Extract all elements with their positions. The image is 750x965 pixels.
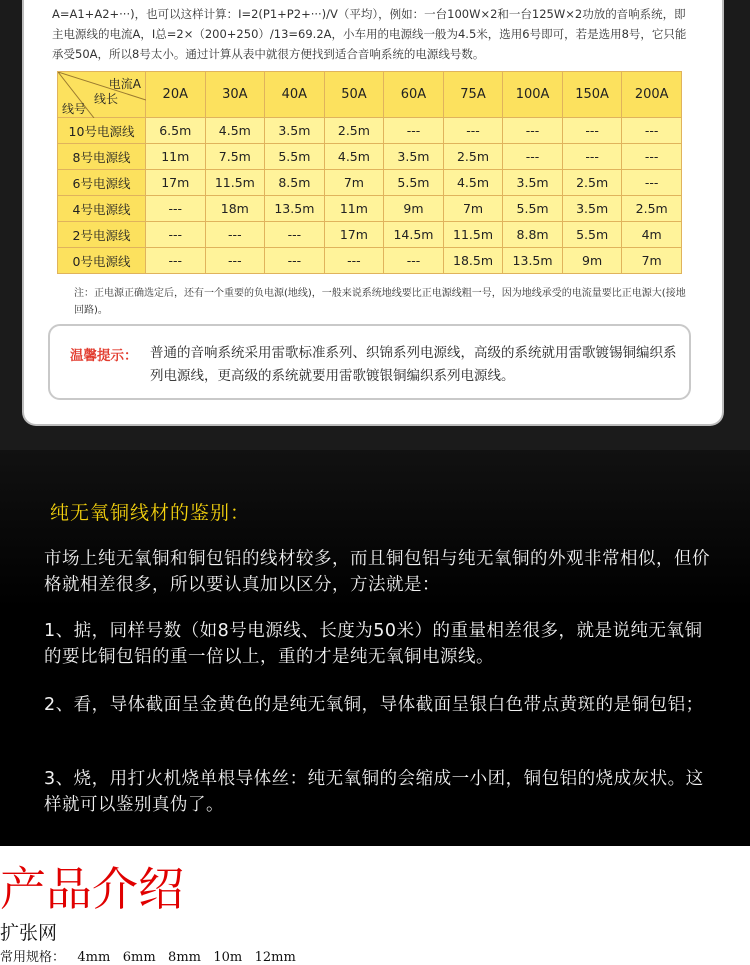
table-cell: ---: [622, 144, 682, 170]
column-header: 60A: [384, 72, 444, 118]
identification-title: 纯无氧铜线材的鉴别：: [50, 502, 251, 524]
method-2: 2、看，导体截面呈金黄色的是纯无氧铜，导体截面呈银白色带点黄斑的是铜包铝；: [44, 695, 704, 715]
table-cell: ---: [384, 248, 444, 274]
table-row: [58, 170, 682, 196]
table-cell: ---: [146, 196, 206, 222]
table-row: [58, 118, 682, 144]
tip-label: 温馨提示：: [70, 348, 138, 364]
column-header: 200A: [622, 72, 682, 118]
table-cell: 7m: [324, 170, 384, 196]
table-cell: 7m: [622, 248, 682, 274]
table-cell: ---: [503, 118, 563, 144]
ground-wire-note: 注：正电源正确选定后，还有一个重要的负电源(地线)，一般来说系统地线要比正电源线粗一号，因为地线承受的电流量要比正电源大(接地回路)。: [74, 288, 686, 316]
table-cell: 3.5m: [562, 196, 622, 222]
table-cell: 18m: [205, 196, 265, 222]
column-header: 30A: [205, 72, 265, 118]
table-cell: ---: [324, 248, 384, 274]
intro-paragraph: A=A1+A2+···)，也可以这样计算：I=2(P1+P2+···)/V（平均），例如：一台100W×2和一台125W×2功放的音响系统，即主电源线的电流A，I总=2×（200+250）/13=69.2A，小车用的电源线一般为4.5米，选用6号即可，若是选用8号，它只能承受50A，所以8号太小。通过计算从表中就很方便找到适合音响系统的电源线号数。: [52, 7, 687, 61]
column-header: 40A: [265, 72, 325, 118]
tip-box: [48, 324, 691, 400]
table-cell: 8.8m: [503, 222, 563, 248]
table-row: [58, 144, 682, 170]
table-cell: 4.5m: [443, 170, 503, 196]
table-cell: ---: [146, 248, 206, 274]
table-cell: ---: [562, 144, 622, 170]
table-cell: 7.5m: [205, 144, 265, 170]
row-label: 8号电源线: [58, 144, 146, 170]
column-header: 50A: [324, 72, 384, 118]
table-cell: 17m: [324, 222, 384, 248]
table-cell: 8.5m: [265, 170, 325, 196]
row-label: 6号电源线: [58, 170, 146, 196]
table-cell: 11m: [146, 144, 206, 170]
table-cell: 5.5m: [384, 170, 444, 196]
identification-section: [0, 450, 750, 846]
corner-length-label: 线长: [94, 92, 119, 106]
table-cell: 9m: [384, 196, 444, 222]
table-cell: 4m: [622, 222, 682, 248]
column-header: 20A: [146, 72, 206, 118]
table-cell: ---: [205, 222, 265, 248]
corner-gauge-label: 线号: [62, 102, 87, 116]
product-name: 扩张网: [0, 922, 58, 944]
corner-current-label: 电流A: [108, 77, 141, 91]
tip-text: 普通的音响系统采用雷歌标准系列、织锦系列电源线，高级的系统就用雷歌镀锡铜编织系列电源线，更高级的系统就要用雷歌镀银铜编织系列电源线。: [150, 345, 677, 384]
table-cell: 7m: [443, 196, 503, 222]
table-cell: ---: [384, 118, 444, 144]
table-cell: ---: [622, 170, 682, 196]
table-cell: 3.5m: [384, 144, 444, 170]
row-label: 0号电源线: [58, 248, 146, 274]
table-cell: 3.5m: [265, 118, 325, 144]
table-cell: 2.5m: [562, 170, 622, 196]
table-row: [58, 248, 682, 274]
table-cell: 9m: [562, 248, 622, 274]
table-cell: 2.5m: [443, 144, 503, 170]
table-corner-cell: [58, 72, 146, 118]
table-cell: 14.5m: [384, 222, 444, 248]
table-row: [58, 222, 682, 248]
table-cell: 5.5m: [265, 144, 325, 170]
method-3: 3、烧，用打火机烧单根导体丝：纯无氧铜的会缩成一小团，铜包铝的烧成灰状。这样就可以鉴别真伪了。: [44, 769, 704, 815]
table-cell: 2.5m: [324, 118, 384, 144]
column-header: 75A: [443, 72, 503, 118]
table-body: [58, 118, 682, 274]
table-cell: 6.5m: [146, 118, 206, 144]
table-cell: 11.5m: [443, 222, 503, 248]
table-cell: ---: [622, 118, 682, 144]
table-cell: ---: [503, 144, 563, 170]
table-cell: 11m: [324, 196, 384, 222]
table-row: [58, 196, 682, 222]
column-header: 150A: [562, 72, 622, 118]
table-cell: ---: [205, 248, 265, 274]
product-intro-title: 产品介绍: [0, 862, 184, 916]
table-cell: ---: [146, 222, 206, 248]
table-cell: ---: [265, 222, 325, 248]
identification-intro: 市场上纯无氧铜和铜包铝的线材较多，而且铜包铝与纯无氧铜的外观非常相似，但价格就相差很多，所以要认真加以区分，方法就是：: [44, 549, 710, 595]
row-label: 10号电源线: [58, 118, 146, 144]
row-label: 4号电源线: [58, 196, 146, 222]
table-cell: 5.5m: [503, 196, 563, 222]
product-spec: 常用规格： 4mm 6mm 8mm 10m 12mm: [0, 950, 296, 965]
column-header: 100A: [503, 72, 563, 118]
table-cell: 4.5m: [205, 118, 265, 144]
table-cell: 13.5m: [503, 248, 563, 274]
table-header-row: [58, 72, 682, 118]
table-cell: 18.5m: [443, 248, 503, 274]
table-cell: 2.5m: [622, 196, 682, 222]
table-cell: 5.5m: [562, 222, 622, 248]
table-cell: ---: [443, 118, 503, 144]
table-cell: 3.5m: [503, 170, 563, 196]
method-1: 1、掂，同样号数（如8号电源线、长度为50米）的重量相差很多，就是说纯无氧铜的要比铜包铝的重一倍以上，重的才是纯无氧铜电源线。: [44, 621, 703, 667]
table-cell: 13.5m: [265, 196, 325, 222]
table-cell: ---: [562, 118, 622, 144]
table-cell: 17m: [146, 170, 206, 196]
table-cell: 11.5m: [205, 170, 265, 196]
table-cell: 4.5m: [324, 144, 384, 170]
power-cable-table: [57, 71, 682, 274]
row-label: 2号电源线: [58, 222, 146, 248]
table-cell: ---: [265, 248, 325, 274]
